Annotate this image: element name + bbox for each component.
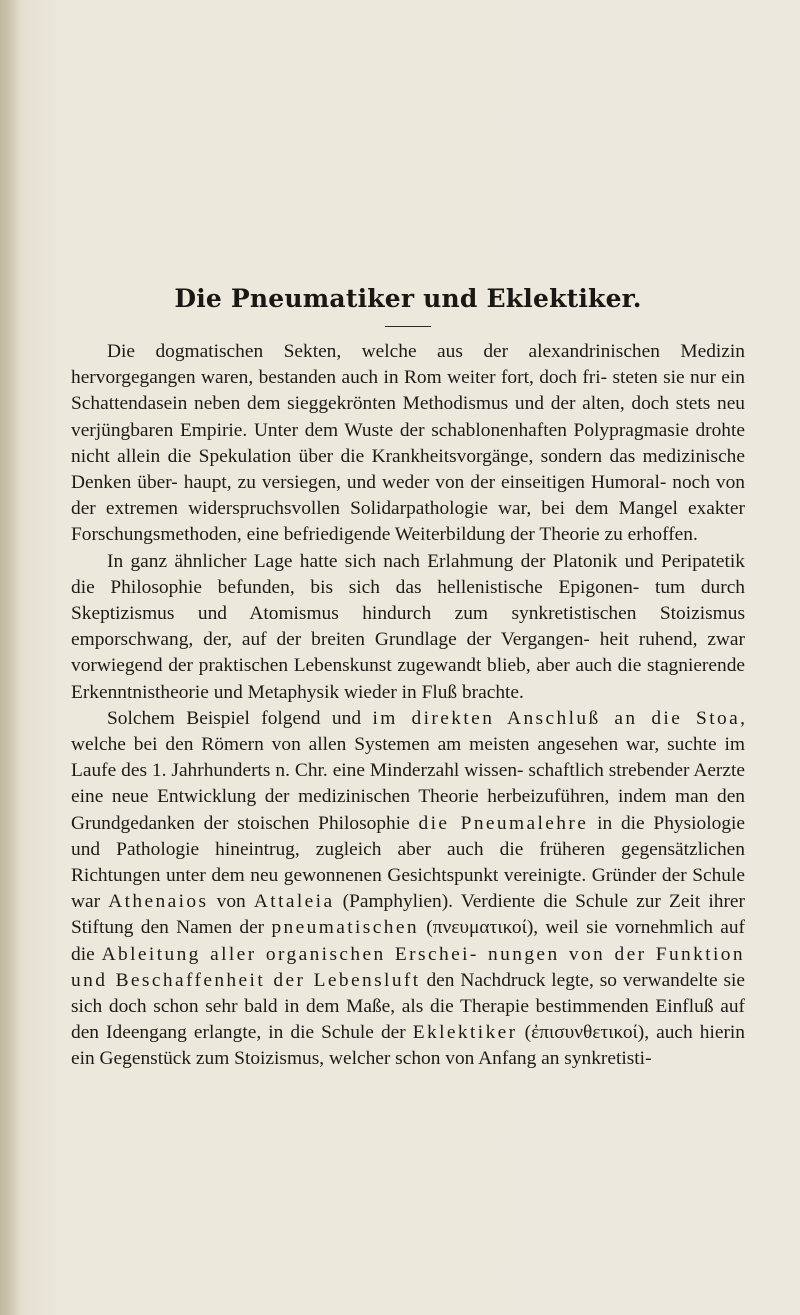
text-run: in die Physiologie und Pathologie hineintrug, zugleich aber auch die früheren gegensätzlichen Richtungen unter dem neu gewonnenen Gesichtspunkt vereinigte. Gründer der Schule war bbox=[71, 812, 746, 913]
text-run: von bbox=[208, 891, 254, 913]
paragraph bbox=[71, 706, 745, 1073]
chapter-title: Die Pneumatiker und Eklektiker. bbox=[174, 284, 642, 313]
paragraph bbox=[71, 339, 745, 549]
text-run: In ganz ähnlicher Lage hatte sich nach Erlahmung der Platonik und Peripatetik die Philosophie befunden, bis sich das hellenistische Epigonen- tum durch Skeptizismus und Atomismus hindurch zum synkretistischen Stoizismus emporschwang, der, auf der breiten Grundlage der Vergangen- heit ruhend, zwar vorwiegend der praktischen Lebenskunst zugewandt blieb, aber auch die stagnierende Erkenntnistheorie und Metaphysik wieder in Fluß brachte. bbox=[71, 550, 745, 703]
spaced-emphasis: Attaleia bbox=[253, 891, 335, 913]
page-content bbox=[71, 282, 745, 1073]
paragraph bbox=[71, 549, 745, 706]
spaced-emphasis: Athenaios bbox=[108, 891, 209, 913]
spaced-emphasis: die Pneumalehre bbox=[418, 812, 589, 834]
title-divider bbox=[385, 326, 431, 327]
body-text bbox=[71, 339, 745, 1073]
text-run: (Pamphylien). Verdiente die Schule zur Zeit ihrer Stiftung den Namen der bbox=[71, 891, 745, 939]
text-run: (πνευματικοί), weil sie vornehmlich auf die bbox=[71, 917, 746, 965]
spaced-emphasis: im direkten Anschluß an die Stoa bbox=[372, 707, 741, 729]
text-run: (ἐπισυνθετικοί), auch hierin ein Gegenstück zum Stoizismus, welcher schon von Anfang an synkretisti- bbox=[71, 1022, 745, 1070]
text-run: Solchem Beispiel folgend und bbox=[107, 707, 373, 729]
page-gutter-shadow bbox=[0, 0, 22, 1315]
spaced-emphasis: Eklektiker bbox=[412, 1022, 518, 1044]
text-run: Die dogmatischen Sekten, welche aus der alexandrinischen Medizin hervorgegangen waren, bestanden auch in Rom weiter fort, doch fri- steten sie nur ein Schattendasein neben dem sieggekrönten Methodismus und der alten, doch stets neu verjüngbaren Empirie. Unter dem Wuste der schablonenhaften Polypragmasie drohte nicht allein die Spekulation über die Krankheitsvorgänge, sondern das medizinische Denken über- haupt, zu versiegen, und weder von der einseitigen Humoral- noch von der extremen widerspruchsvollen Solidarpathologie war, bei dem Mangel exakter Forschungsmethoden, eine befriedigende Weiterbildung der Theorie zu erhoffen. bbox=[71, 341, 745, 546]
spaced-emphasis: Ableitung aller organischen Erschei- nungen von der Funktion und Beschaffenheit der Lebensluft bbox=[71, 943, 745, 991]
spaced-emphasis: pneumatischen bbox=[271, 917, 419, 939]
text-run: , welche bei den Römern von allen Systemen am meisten angesehen war, suchte im Laufe des 1. Jahrhunderts n. Chr. eine Minderzahl wissen- schaftlich strebender Aerzte eine neue Entwicklung der medizinischen Theorie herbeizuführen, indem man den Grundgedanken der stoischen Philosophie bbox=[71, 707, 745, 834]
text-run: den Nachdruck legte, so verwandelte sie sich doch schon sehr bald in dem Maße, als die Therapie bestimmenden Einfluß auf den Ideengang erlangte, in die Schule der bbox=[71, 969, 745, 1044]
